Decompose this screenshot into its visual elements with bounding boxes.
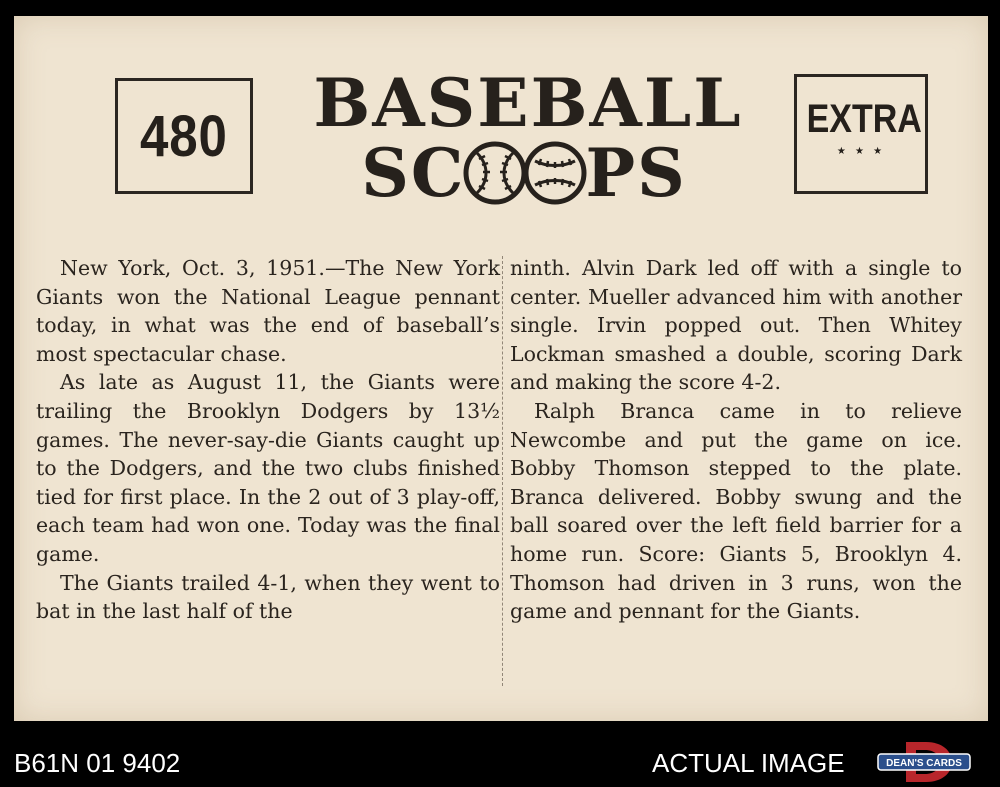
article-paragraph: New York, Oct. 3, 1951.—The New York Giants won the National League pennant today, in what was the end of baseball’s most spectacular chase. [36, 256, 500, 366]
column-divider [502, 256, 504, 686]
title-scoops-right: PS [585, 134, 687, 212]
deans-cards-logo [876, 740, 972, 784]
title-baseball: BASEBALL [313, 64, 743, 142]
extra-label: EXTRA [806, 97, 922, 141]
baseball-icon [463, 141, 527, 205]
article-right-column [510, 254, 962, 626]
extra-stars: ★ ★ ★ [836, 146, 886, 157]
article-paragraph: As late as August 11, the Giants were trailing the Brooklyn Dodgers by 13½ games. The never-say-die Giants caught up to the Dodgers, and the two clubs finished tied for first place. In the 2 out of 3 play-off, each team had won one. Today was the final game. [36, 370, 500, 566]
baseball-card-back [14, 16, 988, 721]
article-paragraph: ninth. Alvin Dark led off with a single to center. Mueller advanced him with another single. Irvin popped out. Then Whitey Lockman smashed a double, scoring Dark and making the score 4-2. [510, 256, 962, 395]
extra-box [794, 74, 928, 194]
actual-image-label: ACTUAL IMAGE [652, 748, 845, 778]
card-number: 480 [140, 103, 228, 169]
inventory-id: B61N 01 9402 [14, 748, 181, 778]
title-scoops [324, 133, 724, 213]
article-paragraph: The Giants trailed 4-1, when they went to bat in the last half of the [36, 570, 500, 624]
article-left-column [36, 254, 500, 626]
card-number-box [115, 78, 253, 194]
baseball-icon [523, 141, 587, 205]
article-paragraph: Ralph Branca came in to relieve Newcombe and put the game on ice. Bobby Thomson stepped to the plate. Branca delivered. Bobby swung and the ball soared over the left field barrier for a home run. Score: Giants 5, Brooklyn 4. Thomson had driven in 3 runs, won the game and pennant for the Giants. [510, 398, 962, 624]
title-scoops-left: SC [361, 134, 466, 212]
logo-text: DEAN'S CARDS [886, 758, 962, 769]
